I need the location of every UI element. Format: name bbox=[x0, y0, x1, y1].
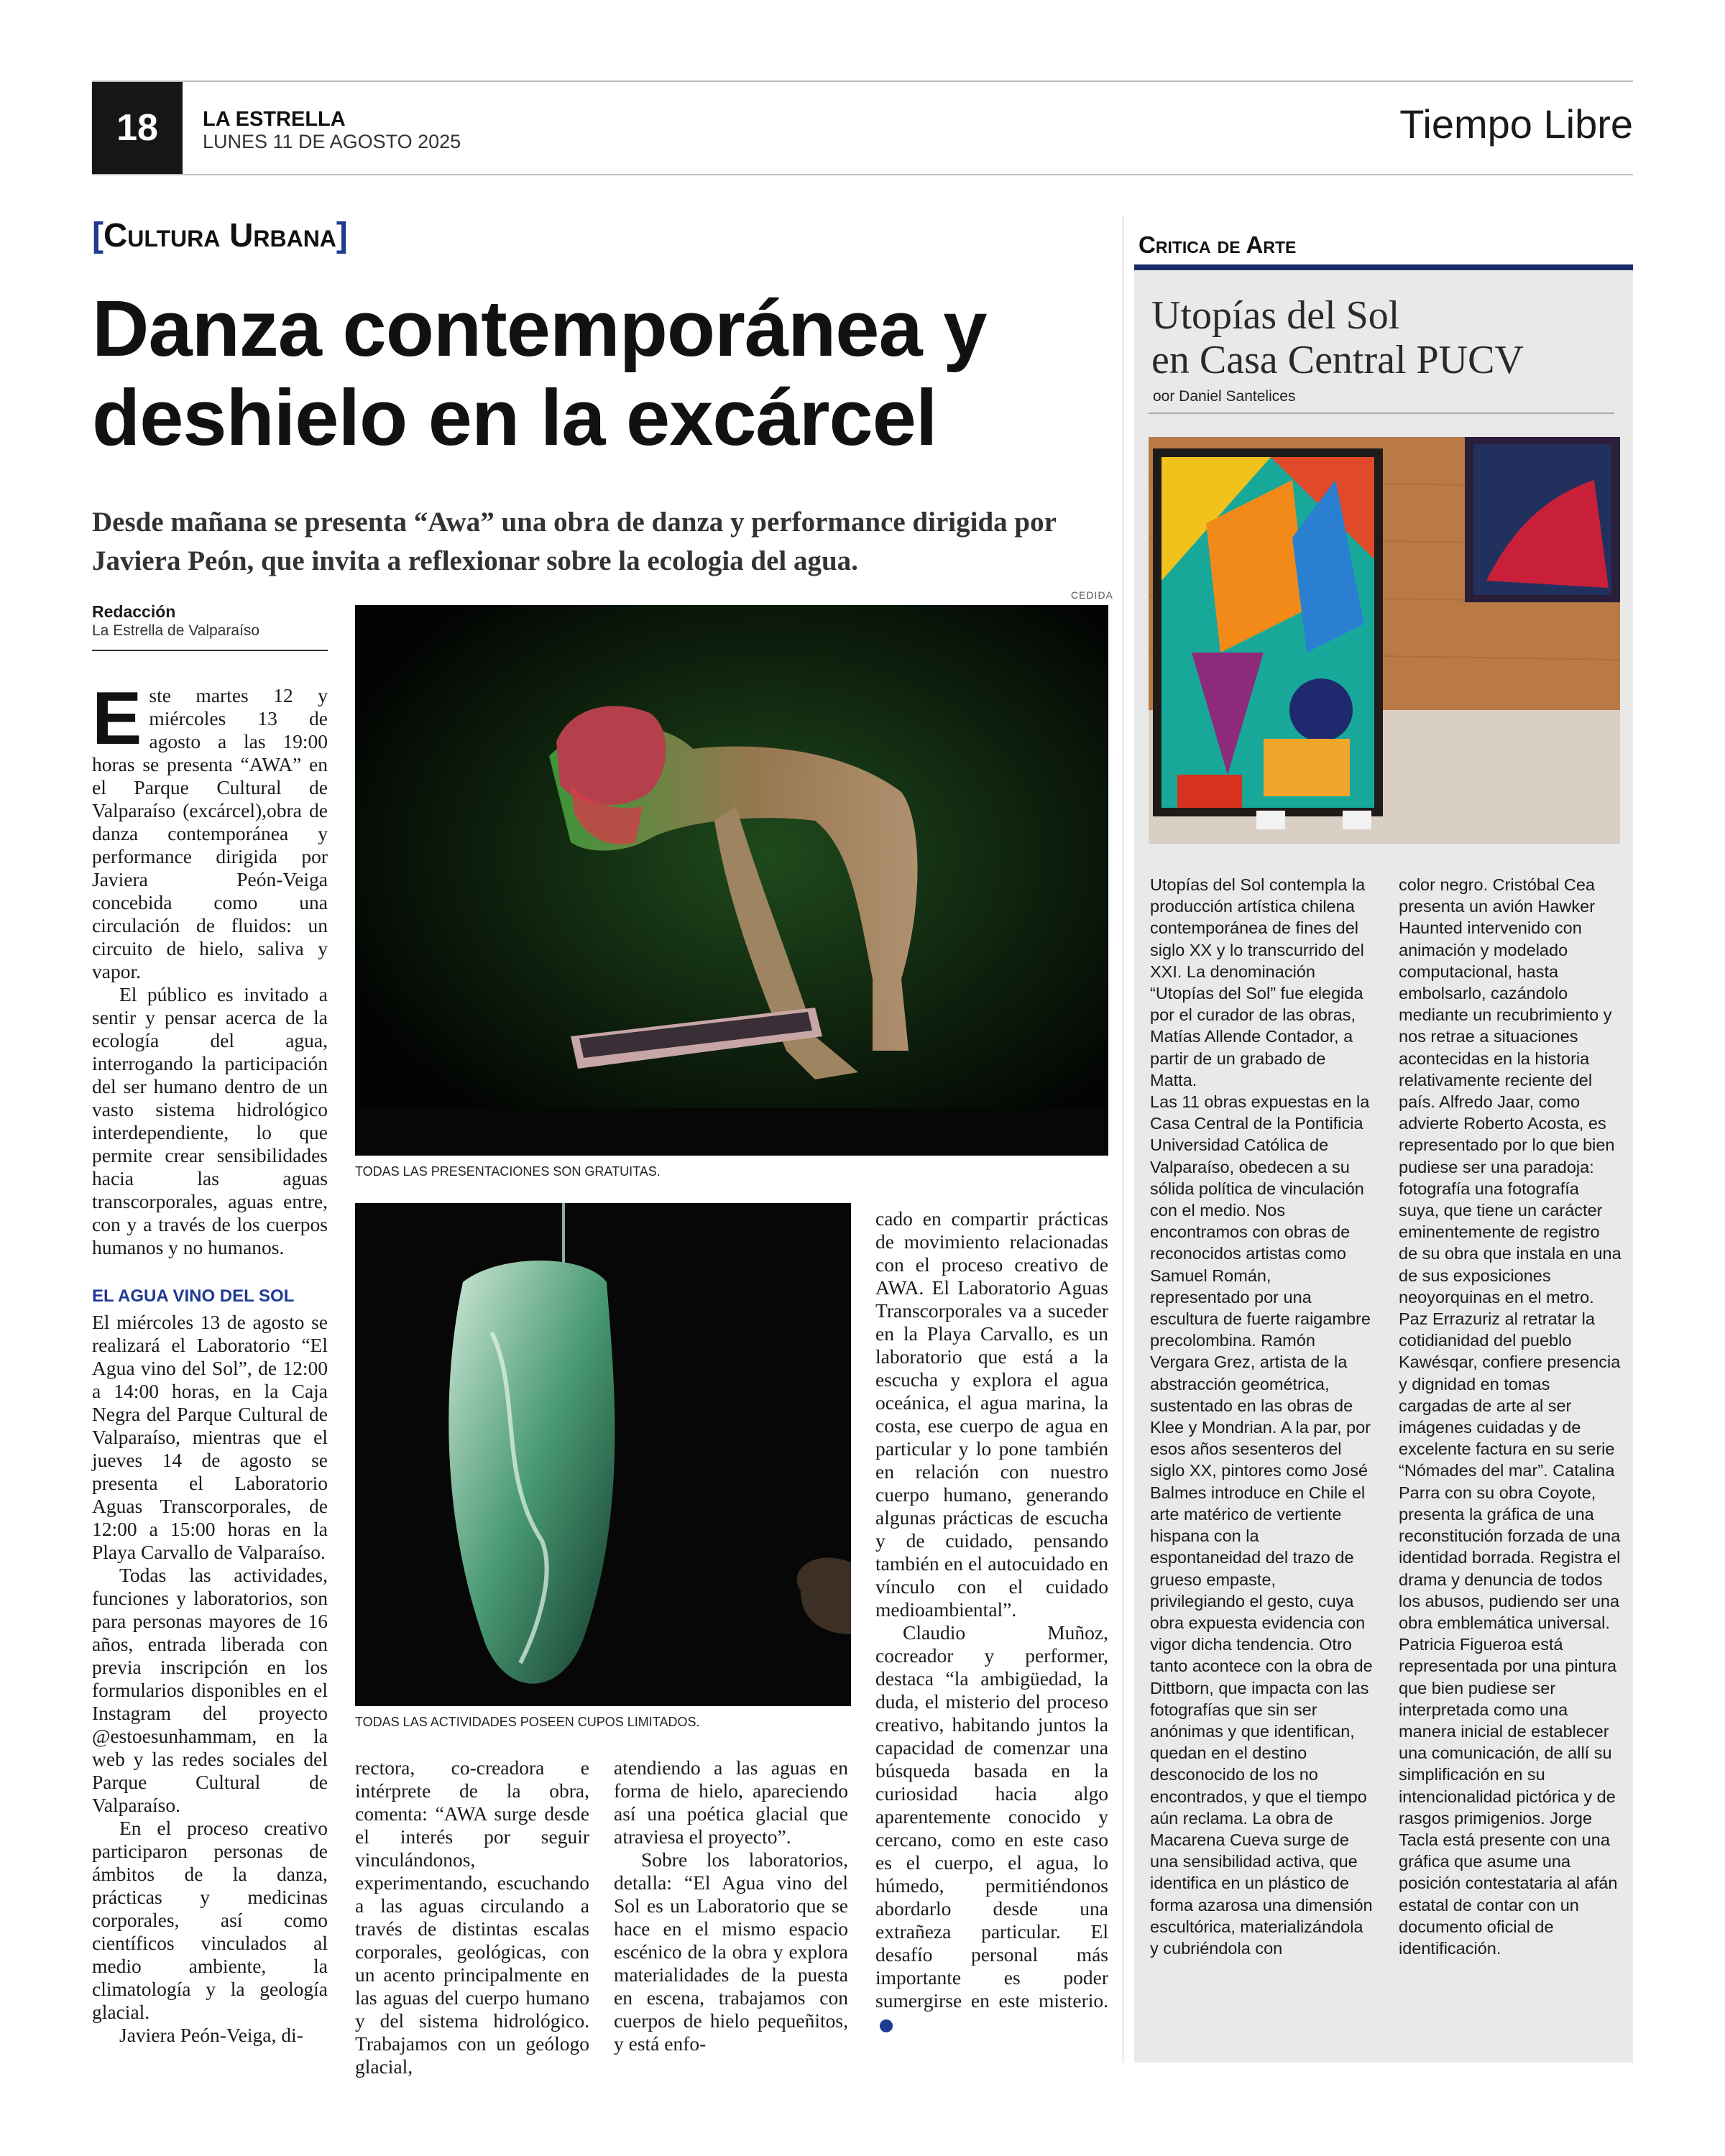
ice-illustration bbox=[355, 1203, 851, 1706]
paragraph: Javiera Peón-Veiga, di- bbox=[119, 2024, 303, 2046]
dancer-photo bbox=[355, 605, 1108, 1156]
gallery-photo bbox=[1149, 437, 1620, 844]
photo-credit: CEDIDA bbox=[1071, 589, 1113, 601]
byline-rule bbox=[92, 650, 328, 651]
paragraph: Sobre los laboratorios, detalla: “El Agua vino del Sol es un Laboratorio que se hace en el mismo espacio escénico de la obra y explora materialidades de la puesta en escena, trabajamos con cuerpos de hielo pequeñitos, y está enfo- bbox=[614, 1848, 848, 2055]
page-number: 18 bbox=[92, 82, 183, 174]
paragraph: ste martes 12 y miércoles 13 de agosto a las 19:00 horas se presenta “AWA” en el Parque Cultural de Valparaíso (excárcel),obra de danza contemporánea y performance dirigida por Javiera Peón-Veiga concebida como una circulación de fluidos: un circuito de hielo, saliva y vapor. bbox=[92, 684, 328, 982]
issue-date: LUNES 11 DE AGOSTO 2025 bbox=[203, 131, 461, 152]
paragraph: El público es invitado a sentir y pensar acerca de la ecología del agua, interrogando la participación del ser humano dentro de un vasto sistema hidrológico interdependiente, lo que permite crear sensibilidades hacia las aguas transcorporales, aguas entre, con y a través de los cuerpos humanos y no humanos. bbox=[92, 983, 328, 1258]
paragraph: rectora, co-creadora e intérprete de la obra, comenta: “AWA surge desde el interés por seguir vinculándonos, experimentando, escuchando a las aguas circulando a través de distintas escalas corporales, geológicas, con un acento principalmente en las aguas del cuerpo humano y del sistema hidrológico. Trabajamos con un geólogo glacial, bbox=[355, 1756, 589, 2078]
byline-name: Redacción bbox=[92, 602, 176, 621]
deck: Desde mañana se presenta “Awa” una obra de danza y performance dirigida por Javiera Peón, que invita a reflexionar sobre la ecologia del agua. bbox=[92, 507, 1057, 576]
sidebar-title bbox=[1151, 293, 1611, 382]
sidebar-bar bbox=[1134, 264, 1633, 270]
sidebar-rule bbox=[1149, 413, 1614, 414]
photo-caption: TODAS LAS ACTIVIDADES POSEEN CUPOS LIMITADOS. bbox=[355, 1715, 700, 1729]
article-column-3 bbox=[614, 1756, 848, 2055]
paragraph: Utopías del Sol contempla la producción artística chilena contemporánea de fines del siglo XX y lo transcurrido del XXI. La denominación “Utopías del Sol” fue elegida por el curador de las obras, Matías Allende Contador, a partir de un grabado de Matta. bbox=[1150, 875, 1366, 1089]
paragraph: color negro. Cristóbal Cea presenta un avión Hawker Haunted intervenido con animación y modelado computacional, hasta embolsarlo, cazándolo mediante un recubrimiento y nos retrae a situaciones acontecidas en la historia relativamente reciente del país. Alfredo Jaar, como advierte Roberto Acosta, es representado por lo que bien pudiese ser una paradoja: fotografía una fotografía suya, que tiene un carácter eminentemente de registro de su obra que instala en una de sus exposiciones neoyorquinas en el metro. Paz Errazuriz al retratar la cotidianidad del pueblo Kawésqar, confiere presencia y dignidad en tomas cargadas de arte al ser imágenes cuidadas y de excelente factura en su serie “Nómades del mar”. Catalina Parra con su obra Coyote, presenta la gráfica de una reconstitución forzada de una identidad borrada. Registra el drama y denuncia de todos los abusos, pudiendo ser una obra emblemática universal. Patricia Figueroa está representada por una pintura que bien pudiese ser interpretada como una manera inicial de establecer una comunicación, de allí su simplificación en su intencionalidad pictórica y de rasgos primigenios. Jorge Tacla está presente con una gráfica que asume una posición contestataria al afán estatal de contar con un documento oficial de identificación. bbox=[1399, 875, 1622, 1958]
dropcap: E bbox=[92, 677, 142, 760]
end-mark-icon bbox=[880, 2019, 893, 2032]
top-rule bbox=[92, 80, 1633, 82]
paragraph-text: Claudio Muñoz, cocreador y performer, destaca “la ambigüedad, la duda, el misterio del proceso creativo, habitando juntos la capacidad de comenzar una búsqueda basada en la curiosidad hacia algo aparentemente conocido y cercano, como en este caso es el cuerpo, el agua, lo húmedo, permitiéndonos abordarlo desde una extrañeza particular. El desafío personal más importante es poder sumergirse en este misterio. bbox=[875, 1621, 1108, 2012]
paragraph bbox=[875, 1621, 1108, 2035]
ice-photo bbox=[355, 1203, 851, 1706]
kicker: [Cultura Urbana] bbox=[92, 216, 348, 254]
gallery-illustration bbox=[1149, 437, 1620, 844]
sidebar-title-line: en Casa Central PUCV bbox=[1151, 338, 1524, 382]
kicker-text: Cultura Urbana bbox=[103, 216, 336, 254]
paragraph: Las 11 obras expuestas en la Casa Central de la Pontificia Universidad Católica de Valparaíso, obedecen a su sólida política de vinculación con el medio. Nos encontramos con obras de reconocidos artistas como Samuel Román, representado por una escultura de fuerte raigambre precolombina. Ramón Vergara Grez, artista de la abstracción geométrica, sustentado en las obras de Klee y Mondrian. A la par, por esos años sesenteros del siglo XX, pintores como José Balmes introduce en Chile el arte matérico de vertiente hispana con la espontaneidad del trazo de grueso empaste, privilegiando el gesto, cuya obra expuesta evidencia con vigor dicha tendencia. Otro tanto acontece con la obra de Dittborn, que impacta con las fotografías que sin ser anónimas y que identifican, quedan en el destino desconocido de los no encontrados, y que el tiempo aún reclama. La obra de Macarena Cueva surge de una sensibilidad activa, que identifica en un plástico de forma azarosa una dimensión escultórica, materializándola y cubriéndola con bbox=[1150, 1092, 1373, 1958]
sidebar-label: Critica de Arte bbox=[1138, 231, 1297, 258]
article-column-2 bbox=[355, 1756, 589, 2078]
paragraph: cado en compartir prácticas de movimiento relacionadas con el proceso creativo de AWA. El Laboratorio Aguas Transcorporales va a suceder en la Playa Carvallo, es un laboratorio que está a la escucha y explora el agua oceánica, el agua marina, la costa, ese cuerpo de agua en particular y lo pone también en relación con nuestro cuerpo humano, generando algunas prácticas de escucha y de cuidado, pensando también en el autocuidado en vínculo con el cuidado medioambiental”. bbox=[875, 1207, 1108, 1621]
article-column-1-lower bbox=[92, 1285, 328, 2047]
sidebar-title-line: Utopías del Sol bbox=[1151, 293, 1400, 338]
paragraph: Todas las actividades, funciones y laboratorios, son para personas mayores de 16 años, entrada liberada con previa inscripción en los formularios disponibles en el Instagram del proyecto @estoesunhammam, en la web y las redes sociales del Parque Cultural de Valparaíso. bbox=[92, 1564, 328, 1816]
paragraph: atendiendo a las aguas en forma de hielo, apareciendo así una poética glacial que atraviesa el proyecto”. bbox=[614, 1756, 848, 1848]
article-column-1 bbox=[92, 677, 328, 1259]
subhead: EL AGUA VINO DEL SOL bbox=[92, 1286, 295, 1306]
sidebar-column-2 bbox=[1399, 874, 1623, 1959]
paragraph: El miércoles 13 de agosto se realizará el Laboratorio “El Agua vino del Sol”, de 12:00 a 14:00 horas, en la Caja Negra del Parque Cultural de Valparaíso, mientras que el jueves 14 de agosto se presenta el Laboratorio Aguas Transcorporales, de 12:00 a 15:00 horas en la Playa Carvallo de Valparaíso. bbox=[92, 1311, 328, 1563]
photo-caption: TODAS LAS PRESENTACIONES SON GRATUITAS. bbox=[355, 1164, 661, 1179]
article-column-4 bbox=[875, 1207, 1108, 2035]
header-rule bbox=[92, 174, 1633, 175]
sidebar-column-1 bbox=[1150, 874, 1374, 1959]
sidebar-author: oor Daniel Santelices bbox=[1153, 388, 1296, 405]
byline-org: La Estrella de Valparaíso bbox=[92, 622, 260, 639]
paragraph: En el proceso creativo participaron personas de ámbitos de la danza, prácticas y medicinas corporales, así como científicos vinculados al medio ambiente, la climatología y la geología glacial. bbox=[92, 1817, 328, 2023]
dancer-illustration bbox=[355, 605, 1108, 1156]
section-name: Tiempo Libre bbox=[1399, 101, 1633, 147]
headline: Danza contemporánea y deshielo en la excárcel bbox=[92, 285, 987, 462]
paper-name: LA ESTRELLA bbox=[203, 108, 346, 131]
